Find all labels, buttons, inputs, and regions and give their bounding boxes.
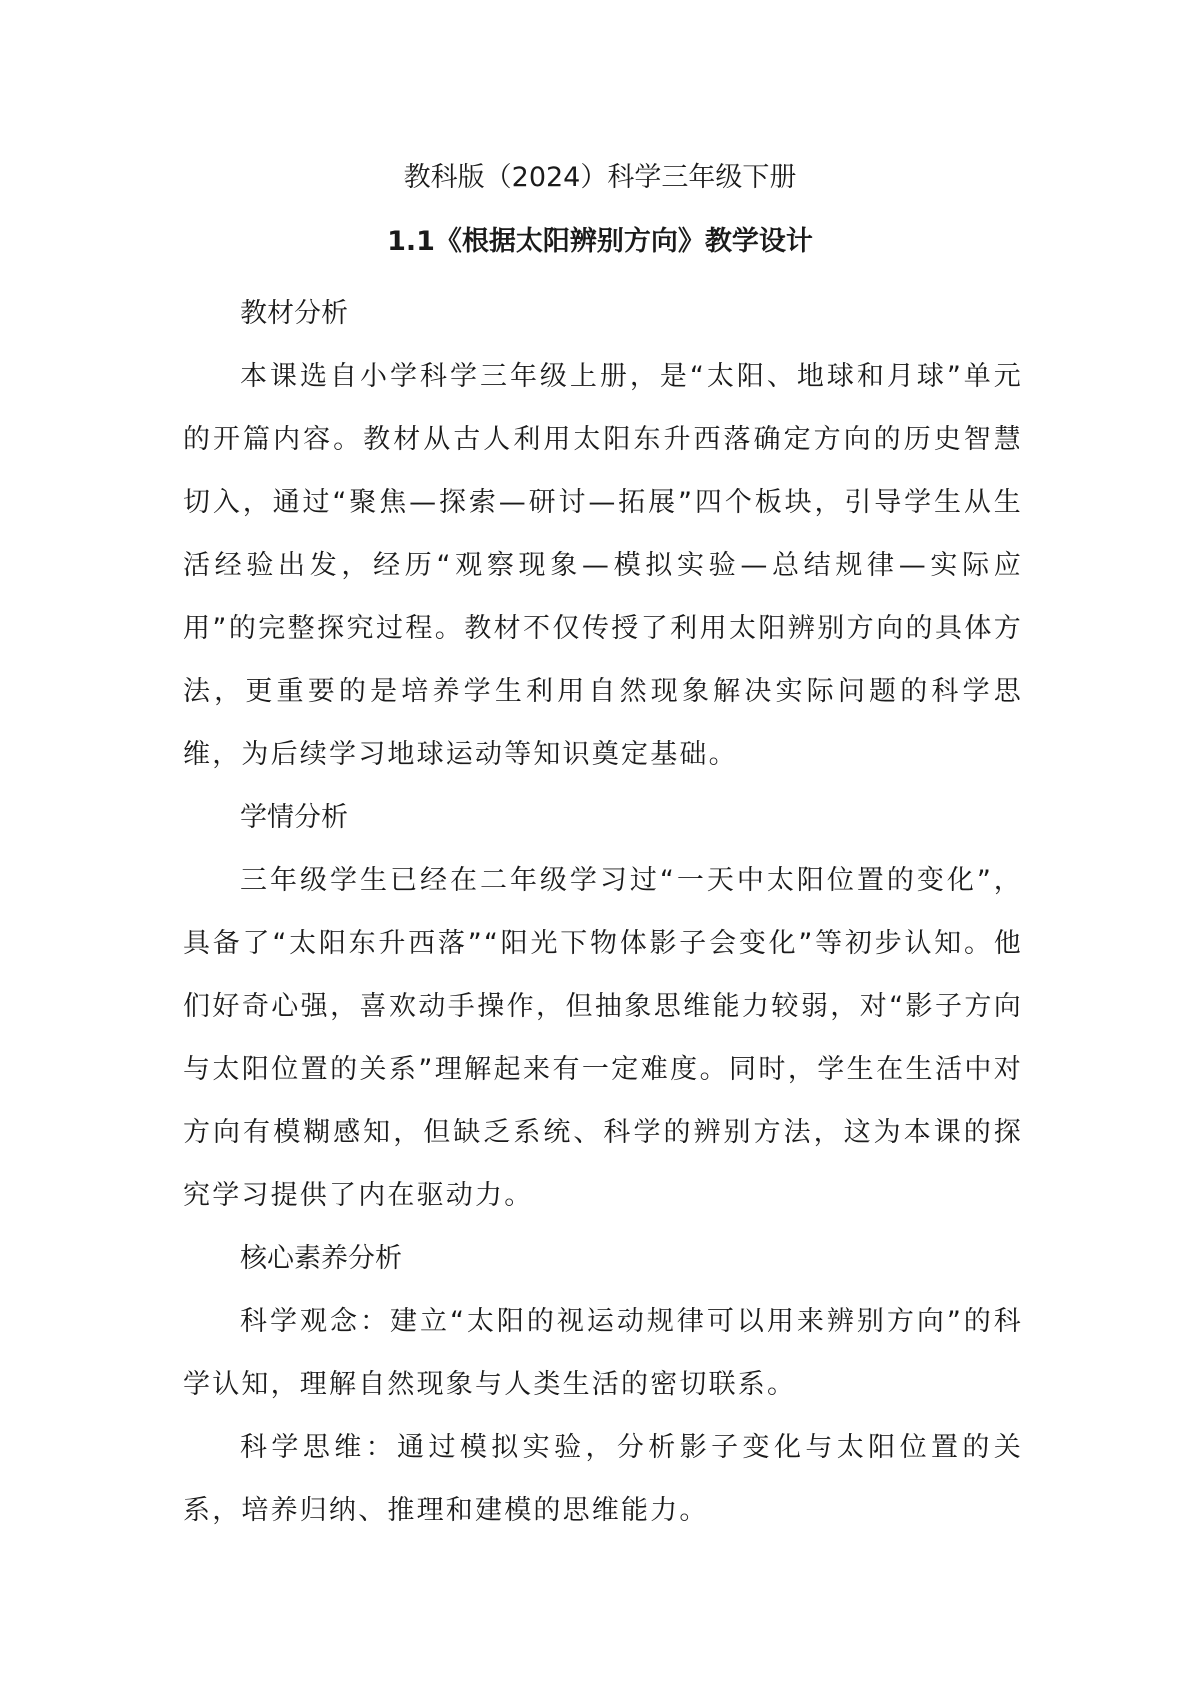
section-student-analysis [183, 786, 1023, 1227]
section-paragraph: 三年级学生已经在二年级学习过“一天中太阳位置的变化”，具备了“太阳东升西落”“阳光下物体影子会变化”等初步认知。他们好奇心强，喜欢动手操作，但抽象思维能力较弱，对“影子方向与太阳位置的关系”理解起来有一定难度。同时，学生在生活中对方向有模糊感知，但缺乏系统、科学的辨别方法，这为本课的探究学习提供了内在驱动力。 [183, 865, 1023, 1211]
section-paragraph: 本课选自小学科学三年级上册，是“太阳、地球和月球”单元的开篇内容。教材从古人利用太阳东升西落确定方向的历史智慧切入，通过“聚焦—探索—研讨—拓展”四个板块，引导学生从生活经验出发，经历“观察现象—模拟实验—总结规律—实际应用”的完整探究过程。教材不仅传授了利用太阳辨别方向的具体方法，更重要的是培养学生利用自然现象解决实际问题的科学思维，为后续学习地球运动等知识奠定基础。 [183, 361, 1023, 770]
section-heading: 核心素养分析 [240, 1243, 402, 1274]
section-paragraph: 科学思维：通过模拟实验，分析影子变化与太阳位置的关系，培养归纳、推理和建模的思维能力。 [183, 1432, 1023, 1526]
section-paragraph: 科学观念：建立“太阳的视运动规律可以用来辨别方向”的科学认知，理解自然现象与人类生活的密切联系。 [183, 1306, 1023, 1400]
section-textbook-analysis [183, 282, 1023, 786]
document-subtitle: 教科版（2024）科学三年级下册 [403, 162, 797, 193]
document-body [183, 282, 1023, 1542]
section-core-literacy-analysis [183, 1227, 1023, 1542]
section-heading: 教材分析 [240, 298, 348, 329]
section-heading: 学情分析 [240, 802, 348, 833]
document-title: 1.1《根据太阳辨别方向》教学设计 [387, 226, 813, 257]
